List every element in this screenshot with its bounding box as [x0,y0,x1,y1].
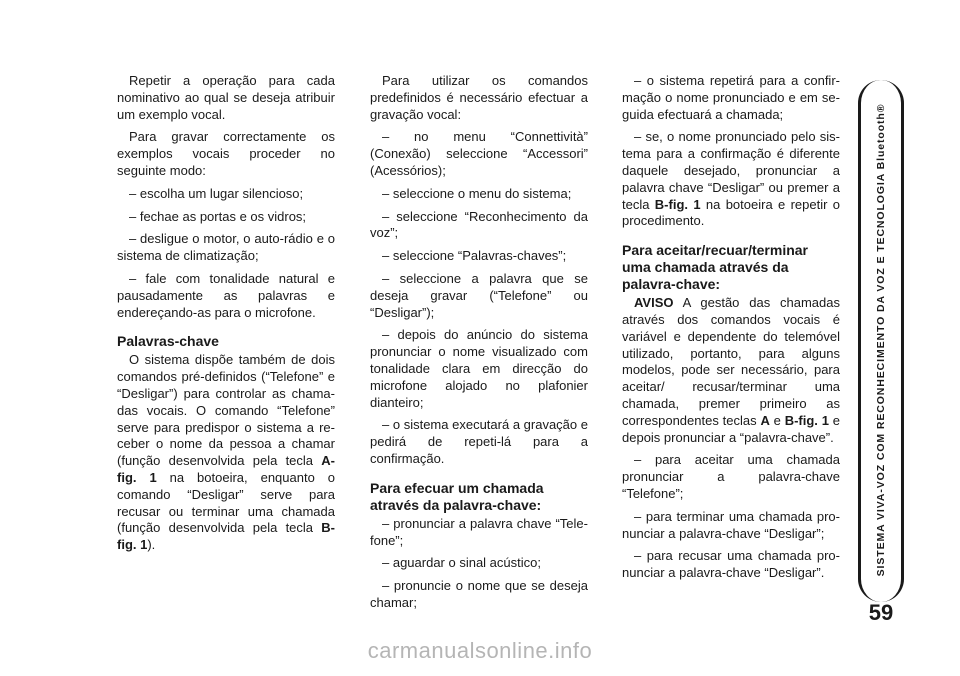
list-item: – seleccione a palavra que se deseja gravar (“Telefone” ou “Desligar”); [370,270,588,320]
warning-label: AVISO [634,295,674,311]
list-item: – o sistema repetirá para a confirmação o nome pronunciado e em seguida efectuará a chamada; [622,73,840,122]
page-number: 59 [868,600,894,625]
paragraph: Para gravar correctamente os exemplos vocais proceder no seguinte modo: [117,129,335,178]
text-run: O sistema dispõe também de dois comandos pré-definidos (“Telefone” e “Desligar”) para controlar as chamadas vocais. O comando “Telefone” serve para predispor o sistema a receber o nome da pessoa a chamar (função desenvolvida pela tecla [117,352,335,469]
text-column-2 [370,73,588,618]
figure-reference: A-fig. 1 [117,453,335,485]
list-item: – no menu “Connettività” (Conexão) seleccione “Accessori” (Acessórios); [370,129,588,178]
text-run: ). [147,537,156,553]
list-item: – o sistema executará a gravação e pedirá de repeti-lá para a confirmação. [370,417,588,466]
text-run: na botoeira, enquanto o comando “Desligar” serve para recusar ou terminar uma chamada (função desenvolvida pela tecla [117,469,335,536]
figure-reference: B-fig. 1 [654,196,701,212]
list-item: – depois do anúncio do sistema pronunciar o nome visualizado com tonalidade clara em direcção do microfone alojado no plafonier dianteiro; [370,327,588,410]
list-item: – para terminar uma chamada pronunciar a palavra-chave “Desligar”; [622,508,840,541]
list-item: – pronunciar a palavra chave “Telefone”; [370,515,588,548]
list-item [622,129,840,230]
warning-paragraph [622,295,840,446]
text-run: na botoeira e repetir o procedimento. [622,196,840,229]
list-item: – seleccione o menu do sistema; [382,185,572,201]
paragraph [117,352,335,554]
list-item: – fale com tonalidade natural e pausadamente as palavras e endereçando-as para o microfone. [117,270,335,320]
list-item: – escolha um lugar silencioso; [129,185,304,201]
text-column-3 [622,73,840,588]
watermark: carmanualsonline.info [367,638,593,663]
text-run: – se, o nome pronunciado pelo sistema para a confirmação é diferente daquele desejado, pronunciar a palavra chave “Desligar” ou premer a tecla [622,129,840,212]
list-item: – aguardar o sinal acústico; [382,555,541,571]
list-item: – para recusar uma chamada pronunciar a palavra-chave “Desligar”. [622,548,840,581]
text-run: e depois pronunciar a “palavra-chave”. [622,412,840,445]
list-item: – fechae as portas e os vidros; [129,208,307,224]
paragraph: Para utilizar os comandos predefinidos é necessário efectuar a gravação vocal: [370,73,588,122]
text-column-1 [117,73,335,560]
list-item: – seleccione “Reconhecimento da voz”; [370,208,588,241]
section-heading: Palavras-chave [117,333,219,350]
chapter-tab-label: SISTEMA VIVA-VOZ COM RECONHECIMENTO DA VOZ E TECNOLOGIA Bluetooth® [875,103,887,577]
paragraph: Repetir a operação para cada nominativo ao qual se deseja atribuir um exemplo vocal. [117,73,335,122]
text-run: e [769,412,785,428]
text-run: A gestão das chamadas através dos comandos vocais é variável e dependente do telemóvel utilizado, portanto, para alguns modelos, pode ser necessário, para aceitar/ recusar/terminar uma chamada, premer primeiro as correspondentes teclas [622,295,840,428]
list-item: – seleccione “Palavras-chaves”; [382,248,567,264]
figure-reference: B-fig. 1 [784,412,829,428]
key-reference: A [760,412,770,428]
figure-reference: B-fig. 1 [117,520,335,553]
list-item: – pronuncie o nome que se deseja chamar; [370,578,588,610]
section-heading: Para aceitar/recuar/terminar uma chamada através da palavra-chave: [622,242,808,293]
list-item: – desligue o motor, o auto-rádio e o sistema de climatização; [117,231,335,264]
section-heading: Para efecuar um chamada através da palavra-chave: [370,479,544,513]
list-item: – para aceitar uma chamada pronunciar a palavra-chave “Telefone”; [622,452,840,501]
